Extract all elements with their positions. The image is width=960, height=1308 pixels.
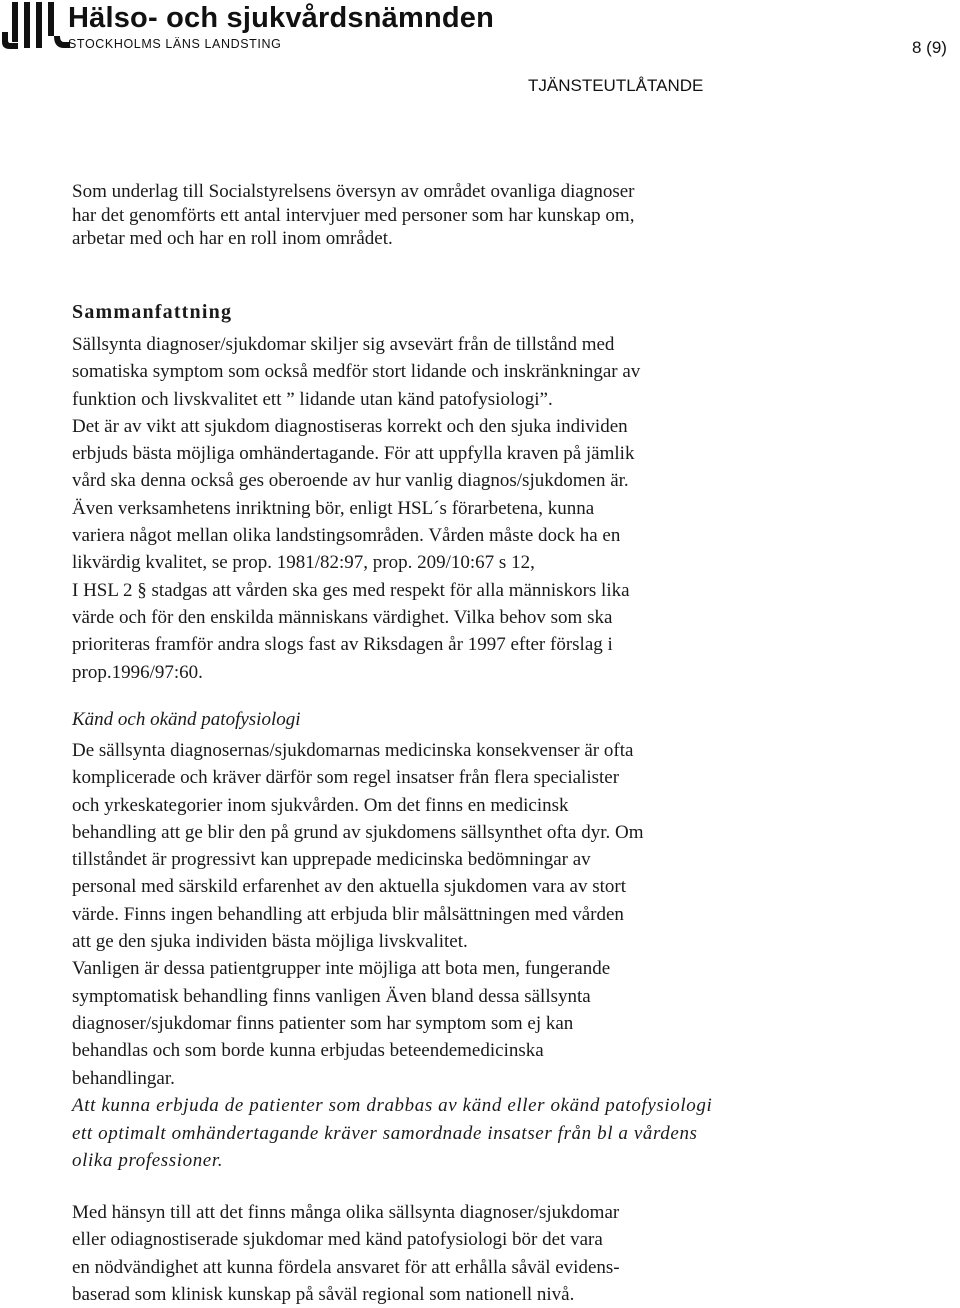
text-line: somatiska symptom som också medför stort lidande och inskränkningar av (72, 361, 641, 383)
text-line: likvärdig kvalitet, se prop. 1981/82:97, prop. 209/10:67 s 12, (72, 552, 535, 574)
intro-paragraph (72, 180, 932, 251)
document-type: TJÄNSTEUTLÅTANDE (528, 76, 704, 95)
section-heading-summary: Sammanfattning (72, 301, 233, 323)
landsting-logo (2, 2, 72, 50)
text-line: eller odiagnostiserade sjukdomar med känd patofysiologi bör det vara (72, 1229, 603, 1251)
text-line: diagnoser/sjukdomar finns patienter som har symptom som ej kan (72, 1012, 574, 1034)
text-line: arbetar med och har en roll inom området. (72, 228, 393, 249)
text-line: tillståndet är progressivt kan upprepade medicinska bedömningar av (72, 849, 591, 871)
text-line: Med hänsyn till att det finns många olika sällsynta diagnoser/sjukdomar (72, 1202, 620, 1223)
text-line: värde. Finns ingen behandling att erbjuda blir målsättningen med vården (72, 903, 624, 925)
text-line: variera något mellan olika landstingsområden. Vården måste dock ha en (72, 525, 621, 547)
text-line: Det är av vikt att sjukdom diagnostiseras korrekt och den sjuka individen (72, 415, 628, 437)
text-line: ett optimalt omhändertagande kräver samordnade insatser från bl a vårdens (72, 1122, 698, 1144)
text-line: behandlas och som borde kunna erbjudas beteendemedicinska (72, 1040, 544, 1062)
text-line: att ge den sjuka individen bästa möjliga livskvalitet. (72, 931, 468, 953)
text-line: komplicerade och kräver därför som regel insatser från flera specialister (72, 767, 620, 789)
text-line: funktion och livskvalitet ett ” lidande utan känd patofysiologi”. (72, 388, 553, 410)
text-line: De sällsynta diagnosernas/sjukdomarnas medicinska konsekvenser är ofta (72, 740, 634, 761)
text-line: symptomatisk behandling finns vanligen Även bland dessa sällsynta (72, 985, 591, 1007)
text-line: Även verksamhetens inriktning bör, enligt HSL´s förarbetena, kunna (72, 497, 595, 519)
text-line: I HSL 2 § stadgas att vården ska ges med respekt för alla människors lika (72, 579, 630, 601)
text-line: prioriteras framför andra slogs fast av Riksdagen år 1997 efter förslag i (72, 634, 613, 656)
text-line: vård ska denna också ges oberoende av hur vanlig diagnos/sjukdomen är. (72, 470, 629, 492)
text-line: olika professioner. (72, 1150, 224, 1171)
organization-name: Hälso- och sjukvårdsnämnden (68, 2, 495, 34)
text-line: prop.1996/97:60. (72, 661, 203, 683)
text-line: Som underlag till Socialstyrelsens översyn av området ovanliga diagnoser (72, 181, 635, 202)
text-line: och yrkeskategorier inom sjukvården. Om det finns en medicinsk (72, 794, 569, 816)
italic-note-paragraph (72, 1092, 932, 1175)
text-line: Att kunna erbjuda de patienter som drabbas av känd eller okänd patofysiologi (72, 1095, 713, 1116)
text-line: värde och för den enskilda människans värdighet. Vilka behov som ska (72, 606, 613, 628)
text-line: behandlingar. (72, 1067, 175, 1089)
organization-subtitle: STOCKHOLMS LÄNS LANDSTING (68, 37, 282, 51)
text-line: behandling att ge blir den på grund av sjukdomens sällsynthet ofta dyr. Om (72, 821, 644, 843)
page-number: 8 (9) (912, 38, 947, 57)
pathophysiology-paragraph (72, 737, 932, 1092)
text-line: erbjuds bästa möjliga omhändertagande. För att uppfylla kraven på jämlik (72, 443, 635, 465)
summary-paragraph (72, 331, 932, 686)
text-line: Sällsynta diagnoser/sjukdomar skiljer sig avsevärt från de tillstånd med (72, 334, 615, 355)
text-line: Vanligen är dessa patientgrupper inte möjliga att bota men, fungerande (72, 958, 611, 980)
text-line: baserad som klinisk kunskap på såväl regional som nationell nivå. (72, 1283, 575, 1305)
text-line: en nödvändighet att kunna fördela ansvaret för att erhålla såväl evidens- (72, 1256, 620, 1278)
closing-paragraph (72, 1199, 932, 1308)
text-line: har det genomförts ett antal intervjuer med personer som har kunskap om, (72, 204, 635, 226)
text-line: personal med särskild erfarenhet av den aktuella sjukdomen vara av stort (72, 876, 626, 898)
section-heading-pathophysiology: Känd och okänd patofysiologi (72, 709, 301, 730)
